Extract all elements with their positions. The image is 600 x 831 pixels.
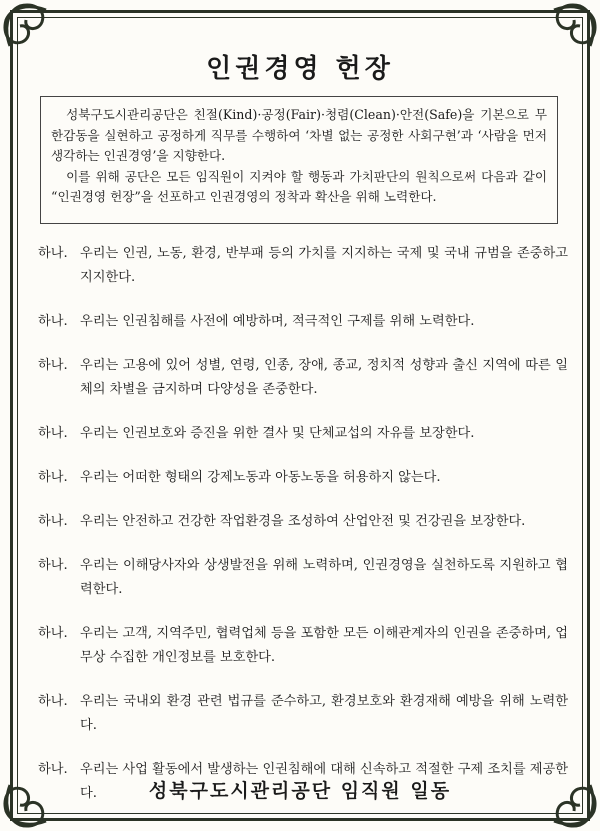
item-prefix: 하나. [38,314,68,329]
item-text: 우리는 어떠한 형태의 강제노동과 아동노동을 허용하지 않는다. [80,470,441,485]
charter-item [38,242,568,290]
intro-paragraph: 성북구도시관리공단은 친절(Kind)·공정(Fair)·청렴(Clean)·안전(Safe)을 기본으로 무한감동을 실현하고 공정하게 직무를 수행하여 ‘차별 없는 공정한 사회구현’과 ‘사람을 먼저 생각하는 인권경영’을 지향한다. [51,107,547,163]
charter-item [38,466,568,490]
item-text: 우리는 인권보호와 증진을 위한 결사 및 단체교섭의 자유를 보장한다. [80,426,475,441]
item-text: 우리는 인권침해를 사전에 예방하며, 적극적인 구제를 위해 노력한다. [80,314,475,329]
item-prefix: 하나. [38,558,68,573]
item-prefix: 하나. [38,426,68,441]
item-prefix: 하나. [38,246,68,261]
charter-item [38,354,568,402]
item-prefix: 하나. [38,358,68,373]
item-text: 우리는 이해당사자와 상생발전을 위해 노력하며, 인권경영을 실천하도록 지원하고 협력한다. [80,558,568,597]
item-text: 우리는 인권, 노동, 환경, 반부패 등의 가치를 지지하는 국제 및 국내 규범을 존중하고 지지한다. [80,246,568,285]
item-text: 우리는 고객, 지역주민, 협력업체 등을 포함한 모든 이해관계자의 인권을 존중하며, 업무상 수집한 개인정보를 보호한다. [80,626,568,665]
intro-box [40,96,558,224]
item-prefix: 하나. [38,762,68,777]
charter-items [38,242,568,806]
item-text: 우리는 안전하고 건강한 작업환경을 조성하여 산업안전 및 건강권을 보장한다. [80,514,526,529]
item-prefix: 하나. [38,470,68,485]
page-title: 인권경영 헌장 [206,54,394,84]
item-text: 우리는 국내외 환경 관련 법규를 준수하고, 환경보호와 환경재해 예방을 위해 노력한다. [80,694,568,733]
charter-item [38,622,568,670]
charter-item [38,310,568,334]
charter-item [38,554,568,602]
charter-item [38,690,568,738]
item-text: 우리는 사업 활동에서 발생하는 인권침해에 대해 신속하고 적절한 구제 조치를 제공한다. [80,762,568,801]
item-text: 우리는 고용에 있어 성별, 연령, 인종, 장애, 종교, 정치적 성향과 출신 지역에 따른 일체의 차별을 금지하며 다양성을 존중한다. [80,358,568,397]
item-prefix: 하나. [38,626,68,641]
item-prefix: 하나. [38,514,68,529]
charter-item [38,422,568,446]
signature-line: 성북구도시관리공단 임직원 일동 [148,780,452,802]
charter-item [38,510,568,534]
intro-paragraph: 이를 위해 공단은 모든 임직원이 지켜야 할 행동과 가치판단의 원칙으로써 다음과 같이 “인권경영 헌장”을 선포하고 인권경영의 정착과 확산을 위해 노력한다. [51,168,547,204]
item-prefix: 하나. [38,694,68,709]
